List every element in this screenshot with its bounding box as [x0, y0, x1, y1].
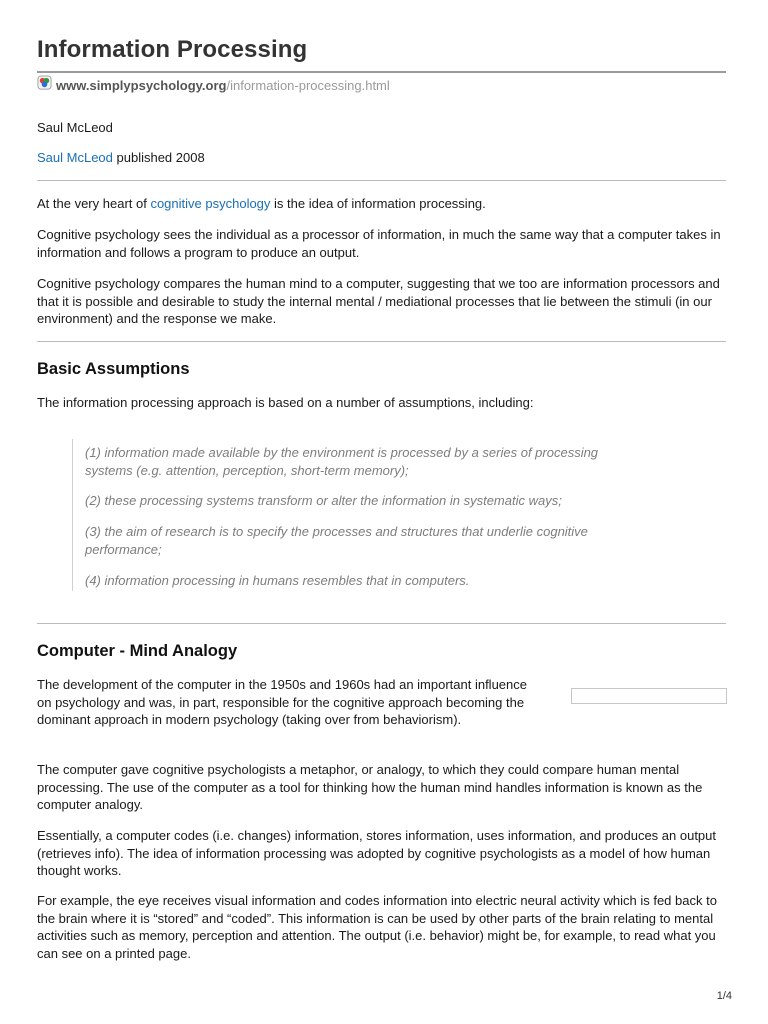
assumption-item: (3) the aim of research is to specify the processes and structures that underlie cognitive performance;	[85, 524, 588, 557]
section-divider	[37, 623, 726, 624]
intro-paragraph-1	[37, 195, 726, 213]
analogy-paragraph-2: The computer gave cognitive psychologists a metaphor, or analogy, to which they could compare human mental processing. The use of the computer as a tool for thinking how the human mind handles information is known as the computer analogy.	[37, 762, 703, 812]
intro-paragraph-2: Cognitive psychology sees the individual as a processor of information, in much the same way that a computer takes in information and follows a program to produce an output.	[37, 227, 721, 260]
assumption-item: (1) information made available by the environment is processed by a series of processing systems (e.g. attention, perception, short-term memory);	[85, 445, 599, 478]
assumptions-blockquote	[72, 439, 673, 591]
image-placeholder	[571, 688, 727, 704]
author-link[interactable]: Saul McLeod	[37, 150, 113, 165]
source-path[interactable]: /information-processing.html	[226, 78, 390, 93]
site-favicon-icon	[37, 75, 52, 90]
source-domain[interactable]: www.simplypsychology.org	[56, 78, 227, 93]
analogy-paragraph-4: For example, the eye receives visual information and codes information into electric neural activity which is fed back to the brain where it is “stored” and “coded”. This information is can be used by other parts of the brain relating to mental activities such as memory, perception and attention. The output (i.e. behavior) might be, for example, to read what you can see on a printed page.	[37, 893, 717, 961]
computer-mind-analogy-heading: Computer - Mind Analogy	[37, 642, 238, 660]
page-title: Information Processing	[37, 36, 308, 63]
section-divider	[37, 341, 726, 342]
published-date: published 2008	[112, 150, 205, 165]
source-url[interactable]	[37, 78, 390, 93]
assumption-item: (4) information processing in humans resembles that in computers.	[85, 573, 470, 588]
analogy-paragraph-1: The development of the computer in the 1950s and 1960s had an important influence on psychology and was, in part, responsible for the cognitive approach becoming the dominant approach in modern psychology (taking over from behaviorism).	[37, 677, 527, 727]
page-number: 1/4	[716, 990, 732, 1002]
intro-paragraph-3: Cognitive psychology compares the human mind to a computer, suggesting that we too are information processors and that it is possible and desirable to study the internal mental / mediational processes that lie between the stimuli (in our environment) and the response we make.	[37, 276, 720, 326]
byline-divider	[37, 180, 726, 181]
title-divider	[37, 71, 726, 73]
basic-assumptions-lead: The information processing approach is based on a number of assumptions, including:	[37, 395, 534, 410]
analogy-paragraph-3: Essentially, a computer codes (i.e. changes) information, stores information, uses information, and produces an output (retrieves info). The idea of information processing was adopted by cognitive psychologists as a model of how human thought works.	[37, 828, 717, 878]
author-line: Saul McLeod	[37, 120, 113, 135]
assumption-item: (2) these processing systems transform or alter the information in systematic ways;	[85, 493, 562, 508]
basic-assumptions-heading: Basic Assumptions	[37, 360, 190, 378]
intro-text-before-link: At the very heart of	[37, 196, 151, 211]
byline	[37, 149, 726, 167]
intro-text-after-link: is the idea of information processing.	[270, 196, 486, 211]
cognitive-psychology-link[interactable]: cognitive psychology	[150, 196, 271, 211]
